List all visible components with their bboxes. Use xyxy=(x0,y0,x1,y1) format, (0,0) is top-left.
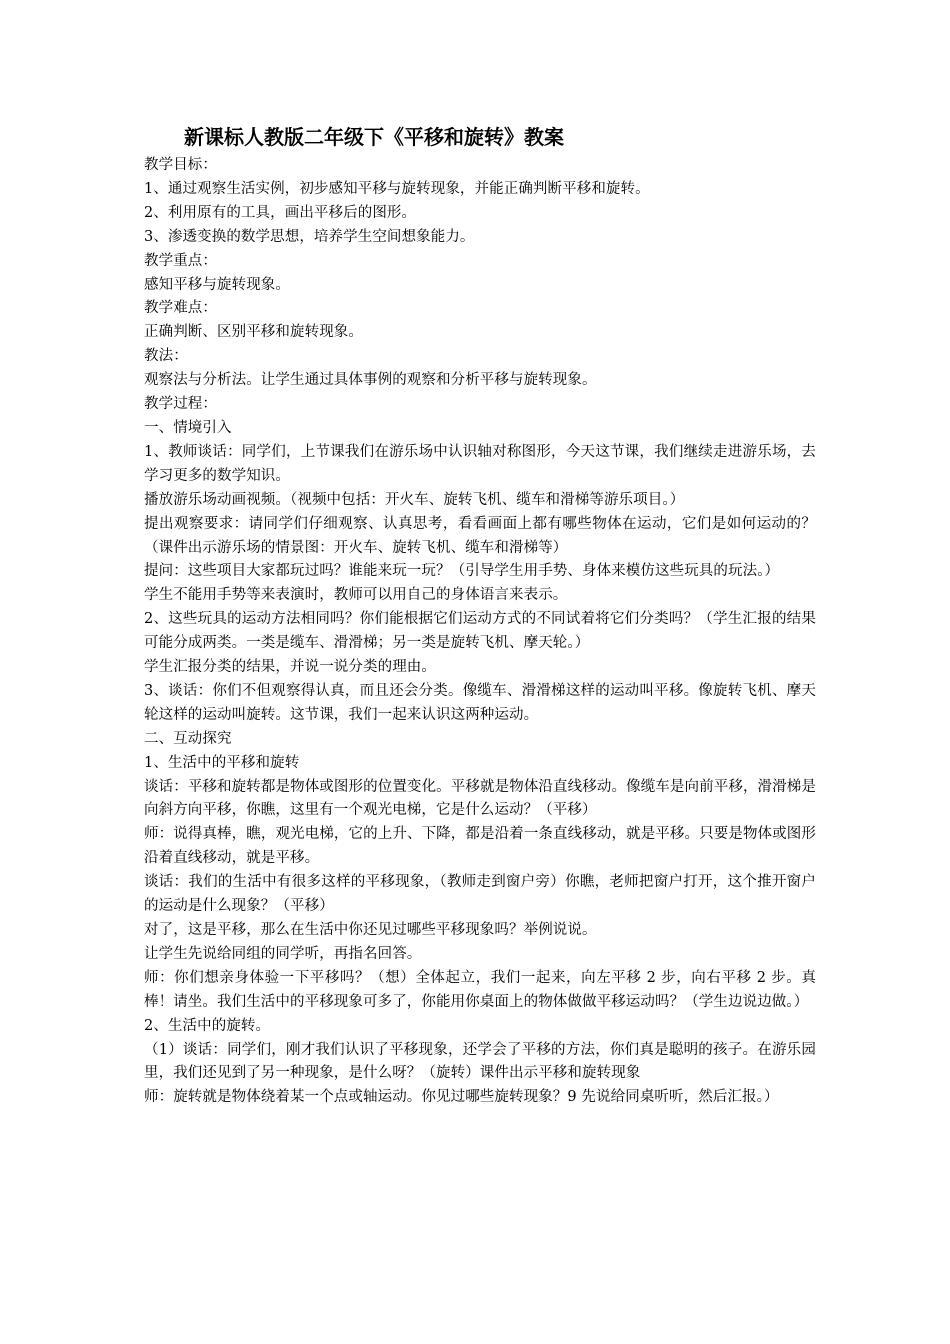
section-1-heading: 一、情境引入 xyxy=(144,419,232,436)
paragraph: 师：说得真棒，瞧，观光电梯，它的上升、下降，都是沿着一条直线移动，就是平移。只要是物体或图形沿着直线移动，就是平移。 xyxy=(144,826,816,867)
subsection-heading: 2、生活中的旋转。 xyxy=(144,1017,271,1034)
subsection-heading: 1、生活中的平移和旋转 xyxy=(144,754,300,771)
key-points-text: 感知平移与旋转现象。 xyxy=(144,276,290,293)
paragraph: 谈话：我们的生活中有很多这样的平移现象，（教师走到窗户旁）你瞧，老师把窗户打开，这个推开窗户的运动是什么现象？（平移） xyxy=(144,874,816,915)
paragraph: 学生汇报分类的结果，并说一说分类的理由。 xyxy=(144,659,436,676)
paragraph: 提出观察要求：请同学们仔细观察、认真思考，看看画面上都有哪些物体在运动，它们是如何运动的？（课件出示游乐场的情景图：开火车、旋转飞机、缆车和滑梯等） xyxy=(144,515,816,556)
paragraph: 播放游乐场动画视频。（视频中包括：开火车、旋转飞机、缆车和滑梯等游乐项目。） xyxy=(144,491,685,508)
paragraph: 3、谈话：你们不但观察得认真，而且还会分类。像缆车、滑滑梯这样的运动叫平移。像旋转飞机、摩天轮这样的运动叫旋转。这节课，我们一起来认识这两种运动。 xyxy=(144,682,816,723)
paragraph: 2、这些玩具的运动方法相同吗？你们能根据它们运动方式的不同试着将它们分类吗？（学生汇报的结果可能分成两类。一类是缆车、滑滑梯；另一类是旋转飞机、摩天轮。） xyxy=(144,611,816,652)
section-2-heading: 二、互动探究 xyxy=(144,730,232,747)
difficulties-text: 正确判断、区别平移和旋转现象。 xyxy=(144,324,363,341)
objective-3: 3、渗透变换的数学思想，培养学生空间想象能力。 xyxy=(144,228,475,245)
paragraph: 对了，这是平移，那么在生活中你还见过哪些平移现象吗？举例说说。 xyxy=(144,922,597,938)
objective-2: 2、利用原有的工具，画出平移后的图形。 xyxy=(144,204,417,221)
paragraph: 师：你们想亲身体验一下平移吗？（想）全体起立，我们一起来，向左平移 2 步，向右平移 2 步。真棒！请坐。我们生活中的平移现象可多了，你能用你桌面上的物体做做平移运动吗？（学生边说边做。） xyxy=(144,969,816,1010)
paragraph: 让学生先说给同组的同学听，再指名回答。 xyxy=(144,945,422,962)
paragraph: （1）谈话：同学们，刚才我们认识了平移现象，还学会了平移的方法，你们真是聪明的孩子。在游乐园里，我们还见到了另一种现象，是什么呀？（旋转）课件出示平移和旋转现象 xyxy=(144,1041,816,1082)
paragraph: 学生不能用手势等来表演时，教师可以用自己的身体语言来表示。 xyxy=(144,587,568,604)
document-title: 新课标人教版二年级下《平移和旋转》教案 xyxy=(184,125,564,149)
method-text: 观察法与分析法。让学生通过具体事例的观察和分析平移与旋转现象。 xyxy=(144,372,597,389)
paragraph: 师：旋转就是物体绕着某一个点或轴运动。你见过哪些旋转现象？9 先说给同桌听听，然后汇报。） xyxy=(144,1089,779,1106)
paragraph: 1、教师谈话：同学们，上节课我们在游乐场中认识轴对称图形，今天这节课，我们继续走进游乐场，去学习更多的数学知识。 xyxy=(144,443,816,484)
heading-objectives: 教学目标： xyxy=(144,157,217,173)
heading-difficulties: 教学难点： xyxy=(144,300,217,317)
heading-method: 教法： xyxy=(144,348,188,365)
heading-process: 教学过程： xyxy=(144,396,217,413)
document-page xyxy=(144,122,816,1110)
paragraph: 提问：这些项目大家都玩过吗？谁能来玩一玩？（引导学生用手势、身体来模仿这些玩具的玩法。） xyxy=(144,563,780,580)
heading-key-points: 教学重点： xyxy=(144,252,217,269)
objective-1: 1、通过观察生活实例，初步感知平移与旋转现象，并能正确判断平移和旋转。 xyxy=(144,180,650,197)
paragraph: 谈话：平移和旋转都是物体或图形的位置变化。平移就是物体沿直线移动。像缆车是向前平移，滑滑梯是向斜方向平移，你瞧，这里有一个观光电梯，它是什么运动？（平移） xyxy=(144,778,816,819)
